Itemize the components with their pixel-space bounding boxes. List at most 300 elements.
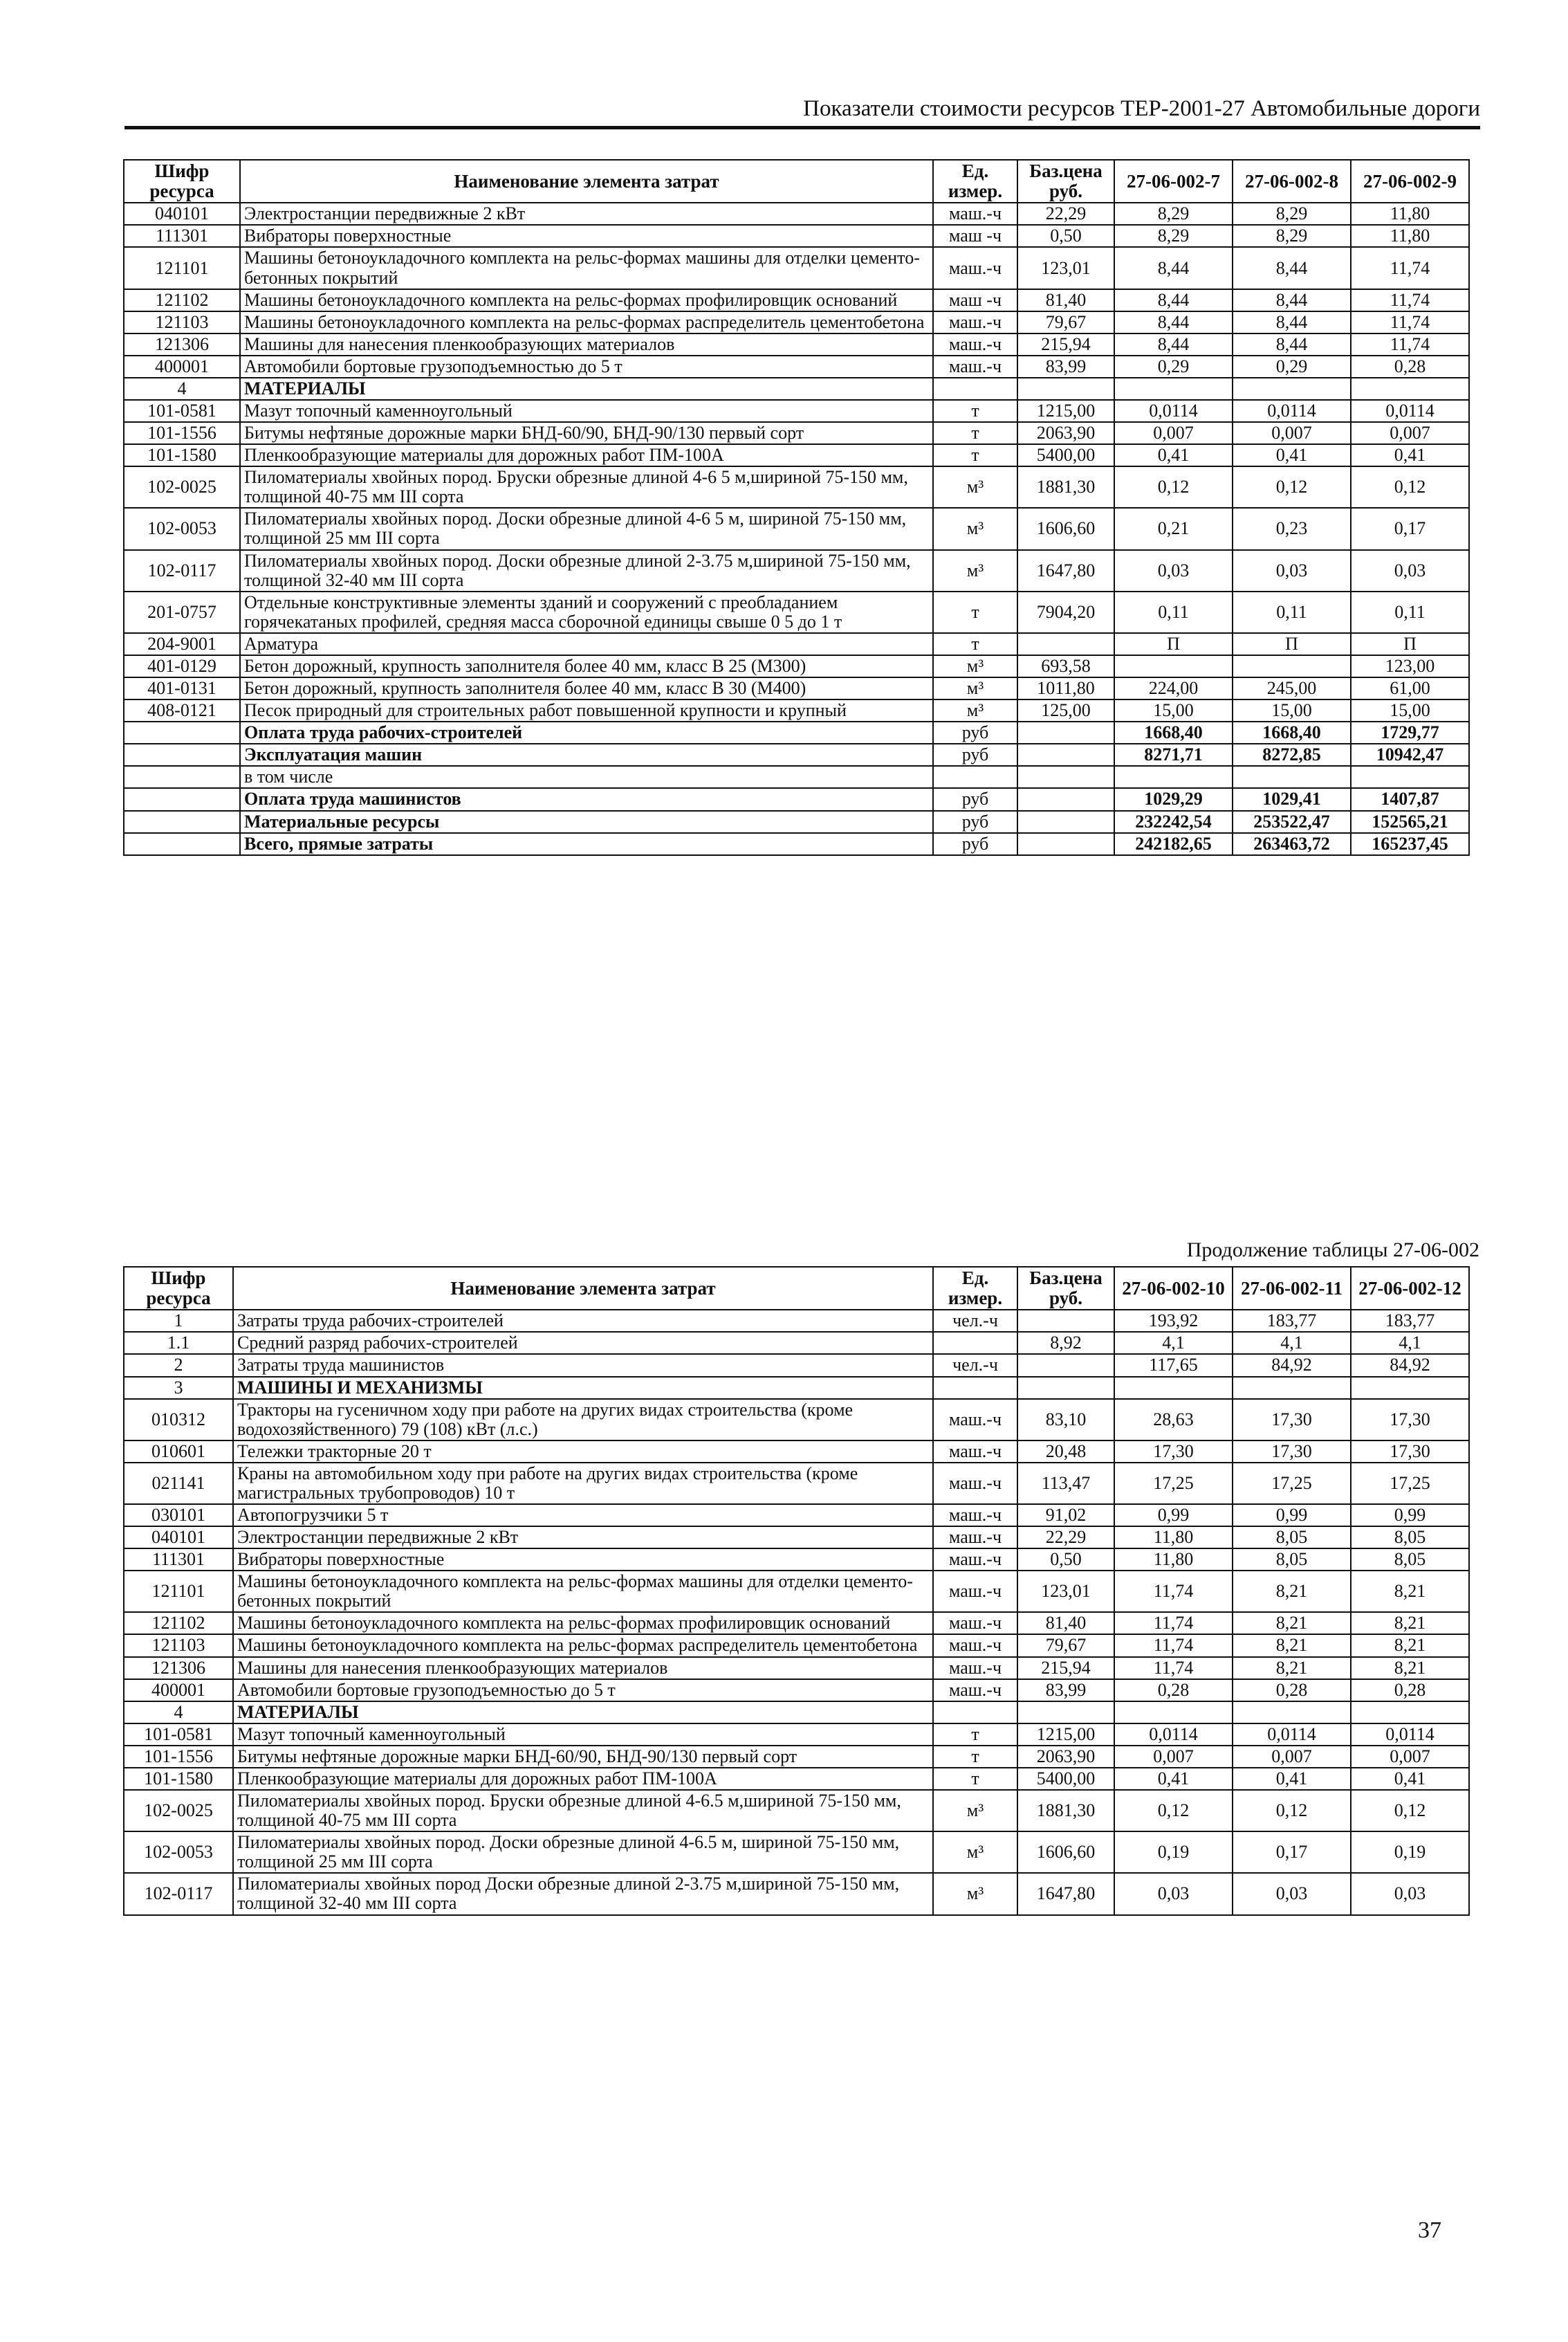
value-cell: 183,77: [1351, 1310, 1469, 1332]
value-cell: [1114, 655, 1233, 677]
value-cell: 4,1: [1233, 1332, 1351, 1354]
resource-name-cell: Отдельные конструктивные элементы зданий и сооружений с преобладанием горячекатаных профилей, средняя масса сборочной единицы свыше 0 5 до 1 т: [240, 592, 933, 633]
value-cell: 11,74: [1114, 1657, 1233, 1679]
table-row: [124, 550, 1469, 592]
base-price-cell: 1881,30: [1017, 1790, 1114, 1831]
value-cell: 0,03: [1233, 550, 1351, 592]
value-cell: 0,12: [1233, 466, 1351, 508]
table-row: [124, 1790, 1469, 1831]
base-price-cell: [1017, 744, 1114, 766]
resource-code-cell: 121103: [124, 1634, 233, 1656]
table-row: [124, 1701, 1469, 1723]
value-cell: 17,30: [1233, 1440, 1351, 1463]
value-cell: 61,00: [1351, 677, 1469, 699]
base-price-cell: 79,67: [1017, 1634, 1114, 1656]
base-price-cell: 1215,00: [1017, 400, 1114, 422]
unit-cell: руб: [933, 811, 1017, 833]
value-cell: 0,007: [1114, 422, 1233, 444]
value-cell: 253522,47: [1233, 811, 1351, 833]
base-price-cell: 1881,30: [1017, 466, 1114, 508]
base-price-cell: 1215,00: [1017, 1723, 1114, 1746]
table-row: [124, 225, 1469, 247]
base-price-cell: 215,94: [1017, 1657, 1114, 1679]
unit-cell: м³: [933, 1790, 1017, 1831]
unit-cell: т: [933, 1768, 1017, 1790]
resource-name-cell: Автопогрузчики 5 т: [233, 1504, 933, 1526]
value-cell: 0,12: [1114, 1790, 1233, 1831]
value-cell: 8,44: [1233, 333, 1351, 356]
value-cell: 0,0114: [1233, 1723, 1351, 1746]
value-cell: [1114, 378, 1233, 400]
resource-name-cell: Битумы нефтяные дорожные марки БНД-60/90, БНД-90/130 первый сорт: [240, 422, 933, 444]
resource-code-cell: 102-0025: [124, 466, 240, 508]
value-cell: 11,74: [1351, 247, 1469, 289]
value-cell: 17,25: [1351, 1463, 1469, 1504]
unit-cell: [933, 766, 1017, 788]
resource-code-cell: 121101: [124, 247, 240, 289]
value-cell: 8,29: [1233, 203, 1351, 225]
unit-cell: т: [933, 1746, 1017, 1768]
value-cell: 263463,72: [1233, 833, 1351, 855]
resource-code-cell: 102-0053: [124, 1831, 233, 1873]
base-price-cell: [1017, 1354, 1114, 1376]
resource-table-1-body: [124, 203, 1469, 854]
value-cell: 17,30: [1351, 1399, 1469, 1440]
value-cell: 8,05: [1351, 1526, 1469, 1548]
resource-code-cell: 030101: [124, 1504, 233, 1526]
unit-cell: м³: [933, 699, 1017, 722]
value-cell: 0,0114: [1114, 400, 1233, 422]
table-row: [124, 400, 1469, 422]
page-header: [124, 91, 1480, 129]
resource-name-cell: Пиломатериалы хвойных пород. Бруски обрезные длиной 4-6 5 м,шириной 75-150 мм, толщиной 40-75 мм III сорта: [240, 466, 933, 508]
value-cell: 8,44: [1114, 311, 1233, 333]
base-price-cell: 22,29: [1017, 1526, 1114, 1548]
unit-cell: т: [933, 422, 1017, 444]
value-cell: 0,99: [1233, 1504, 1351, 1526]
value-cell: 8,05: [1233, 1526, 1351, 1548]
unit-cell: маш.-ч: [933, 1463, 1017, 1504]
unit-cell: руб: [933, 788, 1017, 810]
value-cell: 8,21: [1233, 1657, 1351, 1679]
value-cell: 0,11: [1233, 592, 1351, 633]
value-cell: 1668,40: [1233, 722, 1351, 744]
value-cell: П: [1114, 633, 1233, 655]
table-row: [124, 1768, 1469, 1790]
value-cell: 8272,85: [1233, 744, 1351, 766]
base-price-cell: 79,67: [1017, 311, 1114, 333]
unit-cell: м³: [933, 550, 1017, 592]
value-cell: 0,007: [1114, 1746, 1233, 1768]
resource-name-cell: Затраты труда машинистов: [233, 1354, 933, 1376]
table-row: [124, 811, 1469, 833]
base-price-cell: [1017, 378, 1114, 400]
value-cell: 17,30: [1114, 1440, 1233, 1463]
table-row: [124, 333, 1469, 356]
value-cell: 0,12: [1351, 466, 1469, 508]
resource-code-cell: 121102: [124, 289, 240, 311]
unit-cell: маш.-ч: [933, 1634, 1017, 1656]
unit-cell: маш.-ч: [933, 1399, 1017, 1440]
base-price-cell: 215,94: [1017, 333, 1114, 356]
resource-code-cell: 121306: [124, 1657, 233, 1679]
unit-cell: м³: [933, 677, 1017, 699]
table-row: [124, 203, 1469, 225]
unit-cell: м³: [933, 1831, 1017, 1873]
resource-name-cell: Машины для нанесения пленкообразующих материалов: [240, 333, 933, 356]
resource-code-cell: 4: [124, 1701, 233, 1723]
value-cell: 15,00: [1233, 699, 1351, 722]
resource-code-cell: 040101: [124, 203, 240, 225]
resource-code-cell: 204-9001: [124, 633, 240, 655]
table-row: [124, 1526, 1469, 1548]
unit-cell: руб: [933, 744, 1017, 766]
value-cell: 0,11: [1351, 592, 1469, 633]
unit-cell: м³: [933, 466, 1017, 508]
resource-table-2-body: [124, 1310, 1469, 1914]
value-cell: 17,30: [1351, 1440, 1469, 1463]
table-row: [124, 356, 1469, 378]
column-header: Баз.цена руб.: [1017, 160, 1114, 203]
base-price-cell: 1011,80: [1017, 677, 1114, 699]
resource-name-cell: Бетон дорожный, крупность заполнителя более 40 мм, класс В 30 (М400): [240, 677, 933, 699]
base-price-cell: [1017, 788, 1114, 810]
unit-cell: маш.-ч: [933, 1612, 1017, 1634]
unit-cell: маш.-ч: [933, 247, 1017, 289]
value-cell: [1233, 1377, 1351, 1399]
base-price-cell: 81,40: [1017, 289, 1114, 311]
value-cell: 8,05: [1233, 1548, 1351, 1571]
value-cell: 8,29: [1114, 203, 1233, 225]
value-cell: 0,99: [1351, 1504, 1469, 1526]
resource-code-cell: 400001: [124, 1679, 233, 1701]
column-header: 27-06-002-11: [1233, 1267, 1351, 1310]
value-cell: 0,41: [1233, 444, 1351, 466]
table-row: [124, 1440, 1469, 1463]
resource-name-cell: Электростанции передвижные 2 кВт: [240, 203, 933, 225]
resource-name-cell: Пиломатериалы хвойных пород. Бруски обрезные длиной 4-6.5 м,шириной 75-150 мм, толщиной 40-75 мм III сорта: [233, 1790, 933, 1831]
value-cell: 8,44: [1114, 289, 1233, 311]
resource-code-cell: 111301: [124, 225, 240, 247]
value-cell: П: [1233, 633, 1351, 655]
resource-name-cell: Машины бетоноукладочного комплекта на рельс-формах машины для отделки цементо-бетонных покрытий: [233, 1571, 933, 1612]
resource-name-cell: Средний разряд рабочих-строителей: [233, 1332, 933, 1354]
unit-cell: т: [933, 1723, 1017, 1746]
value-cell: 8271,71: [1114, 744, 1233, 766]
base-price-cell: [1017, 722, 1114, 744]
unit-cell: маш.-ч: [933, 1657, 1017, 1679]
resource-name-cell: Всего, прямые затраты: [240, 833, 933, 855]
value-cell: 8,44: [1233, 247, 1351, 289]
value-cell: 0,41: [1351, 444, 1469, 466]
resource-name-cell: Машины бетоноукладочного комплекта на рельс-формах профилировщик оснований: [233, 1612, 933, 1634]
table-row: [124, 1310, 1469, 1332]
value-cell: 11,74: [1351, 311, 1469, 333]
value-cell: 1668,40: [1114, 722, 1233, 744]
base-price-cell: [1017, 833, 1114, 855]
column-header: Шифр ресурса: [124, 160, 240, 203]
resource-code-cell: 010601: [124, 1440, 233, 1463]
unit-cell: м³: [933, 1873, 1017, 1914]
base-price-cell: 22,29: [1017, 203, 1114, 225]
unit-cell: м³: [933, 655, 1017, 677]
base-price-cell: [1017, 1701, 1114, 1723]
value-cell: 123,00: [1351, 655, 1469, 677]
unit-cell: т: [933, 400, 1017, 422]
base-price-cell: 693,58: [1017, 655, 1114, 677]
table-row: [124, 508, 1469, 549]
value-cell: 0,41: [1114, 1768, 1233, 1790]
resource-code-cell: 101-1580: [124, 444, 240, 466]
column-header: 27-06-002-7: [1114, 160, 1233, 203]
value-cell: 0,007: [1351, 1746, 1469, 1768]
value-cell: 0,0114: [1351, 400, 1469, 422]
resource-code-cell: 401-0129: [124, 655, 240, 677]
base-price-cell: [1017, 633, 1114, 655]
resource-table-2: [123, 1266, 1470, 1916]
resource-code-cell: [124, 722, 240, 744]
resource-code-cell: [124, 811, 240, 833]
value-cell: 0,007: [1233, 1746, 1351, 1768]
unit-cell: маш -ч: [933, 289, 1017, 311]
base-price-cell: 20,48: [1017, 1440, 1114, 1463]
value-cell: 193,92: [1114, 1310, 1233, 1332]
resource-code-cell: 1.1: [124, 1332, 233, 1354]
resource-code-cell: [124, 833, 240, 855]
value-cell: 1729,77: [1351, 722, 1469, 744]
table-row: [124, 1571, 1469, 1612]
resource-name-cell: Автомобили бортовые грузоподъемностью до 5 т: [233, 1679, 933, 1701]
base-price-cell: 125,00: [1017, 699, 1114, 722]
resource-name-cell: Машины для нанесения пленкообразующих материалов: [233, 1657, 933, 1679]
value-cell: [1233, 766, 1351, 788]
value-cell: 0,29: [1233, 356, 1351, 378]
base-price-cell: 7904,20: [1017, 592, 1114, 633]
value-cell: 224,00: [1114, 677, 1233, 699]
value-cell: 8,21: [1233, 1571, 1351, 1612]
table-row: [124, 633, 1469, 655]
resource-code-cell: 1: [124, 1310, 233, 1332]
resource-name-cell: Оплата труда рабочих-строителей: [240, 722, 933, 744]
value-cell: 8,05: [1351, 1548, 1469, 1571]
unit-cell: маш.-ч: [933, 1526, 1017, 1548]
resource-name-cell: МАШИНЫ И МЕХАНИЗМЫ: [233, 1377, 933, 1399]
base-price-cell: [1017, 766, 1114, 788]
value-cell: 11,74: [1114, 1571, 1233, 1612]
table-row: [124, 378, 1469, 400]
unit-cell: маш.-ч: [933, 203, 1017, 225]
value-cell: 0,41: [1351, 1768, 1469, 1790]
resource-code-cell: 121101: [124, 1571, 233, 1612]
table-row: [124, 311, 1469, 333]
resource-code-cell: 101-1556: [124, 422, 240, 444]
resource-code-cell: 4: [124, 378, 240, 400]
value-cell: 84,92: [1233, 1354, 1351, 1376]
value-cell: 0,19: [1351, 1831, 1469, 1873]
value-cell: 11,74: [1114, 1612, 1233, 1634]
resource-name-cell: Битумы нефтяные дорожные марки БНД-60/90, БНД-90/130 первый сорт: [233, 1746, 933, 1768]
unit-cell: [933, 1332, 1017, 1354]
value-cell: [1233, 655, 1351, 677]
column-header: 27-06-002-9: [1351, 160, 1469, 203]
resource-code-cell: 121102: [124, 1612, 233, 1634]
value-cell: [1351, 378, 1469, 400]
resource-code-cell: 101-1556: [124, 1746, 233, 1768]
resource-name-cell: Машины бетоноукладочного комплекта на рельс-формах распределитель цементобетона: [233, 1634, 933, 1656]
value-cell: 8,29: [1114, 225, 1233, 247]
base-price-cell: 83,10: [1017, 1399, 1114, 1440]
unit-cell: чел.-ч: [933, 1310, 1017, 1332]
value-cell: 8,44: [1114, 247, 1233, 289]
base-price-cell: 123,01: [1017, 247, 1114, 289]
resource-name-cell: Пленкообразующие материалы для дорожных работ ПМ-100А: [233, 1768, 933, 1790]
base-price-cell: 1606,60: [1017, 508, 1114, 549]
table-row: [124, 677, 1469, 699]
unit-cell: чел.-ч: [933, 1354, 1017, 1376]
unit-cell: т: [933, 444, 1017, 466]
unit-cell: маш.-ч: [933, 1504, 1017, 1526]
table-row: [124, 1504, 1469, 1526]
value-cell: 0,007: [1351, 422, 1469, 444]
resource-code-cell: 401-0131: [124, 677, 240, 699]
resource-name-cell: Мазут топочный каменноугольный: [233, 1723, 933, 1746]
resource-code-cell: 101-1580: [124, 1768, 233, 1790]
value-cell: 0,28: [1351, 356, 1469, 378]
value-cell: 11,74: [1351, 289, 1469, 311]
resource-name-cell: Пленкообразующие материалы для дорожных работ ПМ-100А: [240, 444, 933, 466]
base-price-cell: 91,02: [1017, 1504, 1114, 1526]
base-price-cell: 5400,00: [1017, 1768, 1114, 1790]
resource-code-cell: 101-0581: [124, 400, 240, 422]
value-cell: 17,30: [1233, 1399, 1351, 1440]
value-cell: 8,21: [1351, 1634, 1469, 1656]
column-header: Шифр ресурса: [124, 1267, 233, 1310]
table-header-row: [124, 160, 1469, 203]
value-cell: 0,19: [1114, 1831, 1233, 1873]
table-row: [124, 289, 1469, 311]
resource-name-cell: Тележки тракторные 20 т: [233, 1440, 933, 1463]
resource-code-cell: [124, 788, 240, 810]
value-cell: 0,03: [1351, 550, 1469, 592]
value-cell: 0,0114: [1114, 1723, 1233, 1746]
column-header: Наименование элемента затрат: [233, 1267, 933, 1310]
value-cell: 8,21: [1233, 1612, 1351, 1634]
value-cell: 0,11: [1114, 592, 1233, 633]
resource-code-cell: 2: [124, 1354, 233, 1376]
unit-cell: т: [933, 633, 1017, 655]
base-price-cell: [1017, 811, 1114, 833]
resource-name-cell: Автомобили бортовые грузоподъемностью до 5 т: [240, 356, 933, 378]
resource-name-cell: Машины бетоноукладочного комплекта на рельс-формах профилировщик оснований: [240, 289, 933, 311]
base-price-cell: 123,01: [1017, 1571, 1114, 1612]
resource-name-cell: Пиломатериалы хвойных пород. Доски обрезные длиной 2-3.75 м,шириной 75-150 мм, толщиной 32-40 мм III сорта: [240, 550, 933, 592]
unit-cell: м³: [933, 508, 1017, 549]
column-header: Ед. измер.: [933, 160, 1017, 203]
table-row: [124, 1657, 1469, 1679]
column-header: Ед. измер.: [933, 1267, 1017, 1310]
value-cell: 0,03: [1233, 1873, 1351, 1914]
table-row: [124, 444, 1469, 466]
resource-code-cell: 040101: [124, 1526, 233, 1548]
value-cell: [1114, 1701, 1233, 1723]
resource-name-cell: в том числе: [240, 766, 933, 788]
value-cell: 11,80: [1114, 1526, 1233, 1548]
value-cell: 0,28: [1351, 1679, 1469, 1701]
resource-name-cell: Мазут топочный каменноугольный: [240, 400, 933, 422]
table-row: [124, 1746, 1469, 1768]
value-cell: 0,29: [1114, 356, 1233, 378]
table-row: [124, 1831, 1469, 1873]
value-cell: [1114, 1377, 1233, 1399]
resource-code-cell: 3: [124, 1377, 233, 1399]
resource-name-cell: Краны на автомобильном ходу при работе на других видах строительства (кроме магистральных трубопроводов) 10 т: [233, 1463, 933, 1504]
table-row: [124, 592, 1469, 633]
value-cell: 1029,41: [1233, 788, 1351, 810]
value-cell: 0,12: [1351, 1790, 1469, 1831]
value-cell: 8,21: [1351, 1657, 1469, 1679]
unit-cell: маш.-ч: [933, 356, 1017, 378]
resource-code-cell: 102-0117: [124, 1873, 233, 1914]
table-row: [124, 1463, 1469, 1504]
unit-cell: руб: [933, 722, 1017, 744]
table-row: [124, 466, 1469, 508]
value-cell: 10942,47: [1351, 744, 1469, 766]
value-cell: 11,80: [1114, 1548, 1233, 1571]
unit-cell: т: [933, 592, 1017, 633]
column-header: Наименование элемента затрат: [240, 160, 933, 203]
value-cell: 11,80: [1351, 225, 1469, 247]
value-cell: 8,44: [1233, 289, 1351, 311]
unit-cell: маш.-ч: [933, 333, 1017, 356]
value-cell: [1233, 1701, 1351, 1723]
page-number: 37: [1418, 2217, 1441, 2243]
value-cell: П: [1351, 633, 1469, 655]
unit-cell: [933, 378, 1017, 400]
resource-name-cell: Вибраторы поверхностные: [233, 1548, 933, 1571]
unit-cell: руб: [933, 833, 1017, 855]
table-row: [124, 766, 1469, 788]
table-row: [124, 1354, 1469, 1376]
value-cell: 17,25: [1233, 1463, 1351, 1504]
value-cell: 0,007: [1233, 422, 1351, 444]
value-cell: 0,12: [1233, 1790, 1351, 1831]
value-cell: 8,21: [1233, 1634, 1351, 1656]
value-cell: 15,00: [1351, 699, 1469, 722]
resource-name-cell: Вибраторы поверхностные: [240, 225, 933, 247]
value-cell: 0,0114: [1351, 1723, 1469, 1746]
value-cell: 117,65: [1114, 1354, 1233, 1376]
table-row: [124, 247, 1469, 289]
value-cell: 152565,21: [1351, 811, 1469, 833]
table-row: [124, 1612, 1469, 1634]
unit-cell: [933, 1377, 1017, 1399]
value-cell: 242182,65: [1114, 833, 1233, 855]
unit-cell: маш -ч: [933, 225, 1017, 247]
value-cell: 11,80: [1351, 203, 1469, 225]
base-price-cell: 1647,80: [1017, 1873, 1114, 1914]
resource-name-cell: Оплата труда машинистов: [240, 788, 933, 810]
column-header: Баз.цена руб.: [1017, 1267, 1114, 1310]
value-cell: 0,0114: [1233, 400, 1351, 422]
table-header-row: [124, 1267, 1469, 1310]
value-cell: 11,74: [1114, 1634, 1233, 1656]
base-price-cell: [1017, 1377, 1114, 1399]
value-cell: 0,41: [1233, 1768, 1351, 1790]
table-row: [124, 1332, 1469, 1354]
base-price-cell: 113,47: [1017, 1463, 1114, 1504]
table-row: [124, 699, 1469, 722]
resource-name-cell: Тракторы на гусеничном ходу при работе на других видах строительства (кроме водохозяйственного) 79 (108) кВт (л.с.): [233, 1399, 933, 1440]
